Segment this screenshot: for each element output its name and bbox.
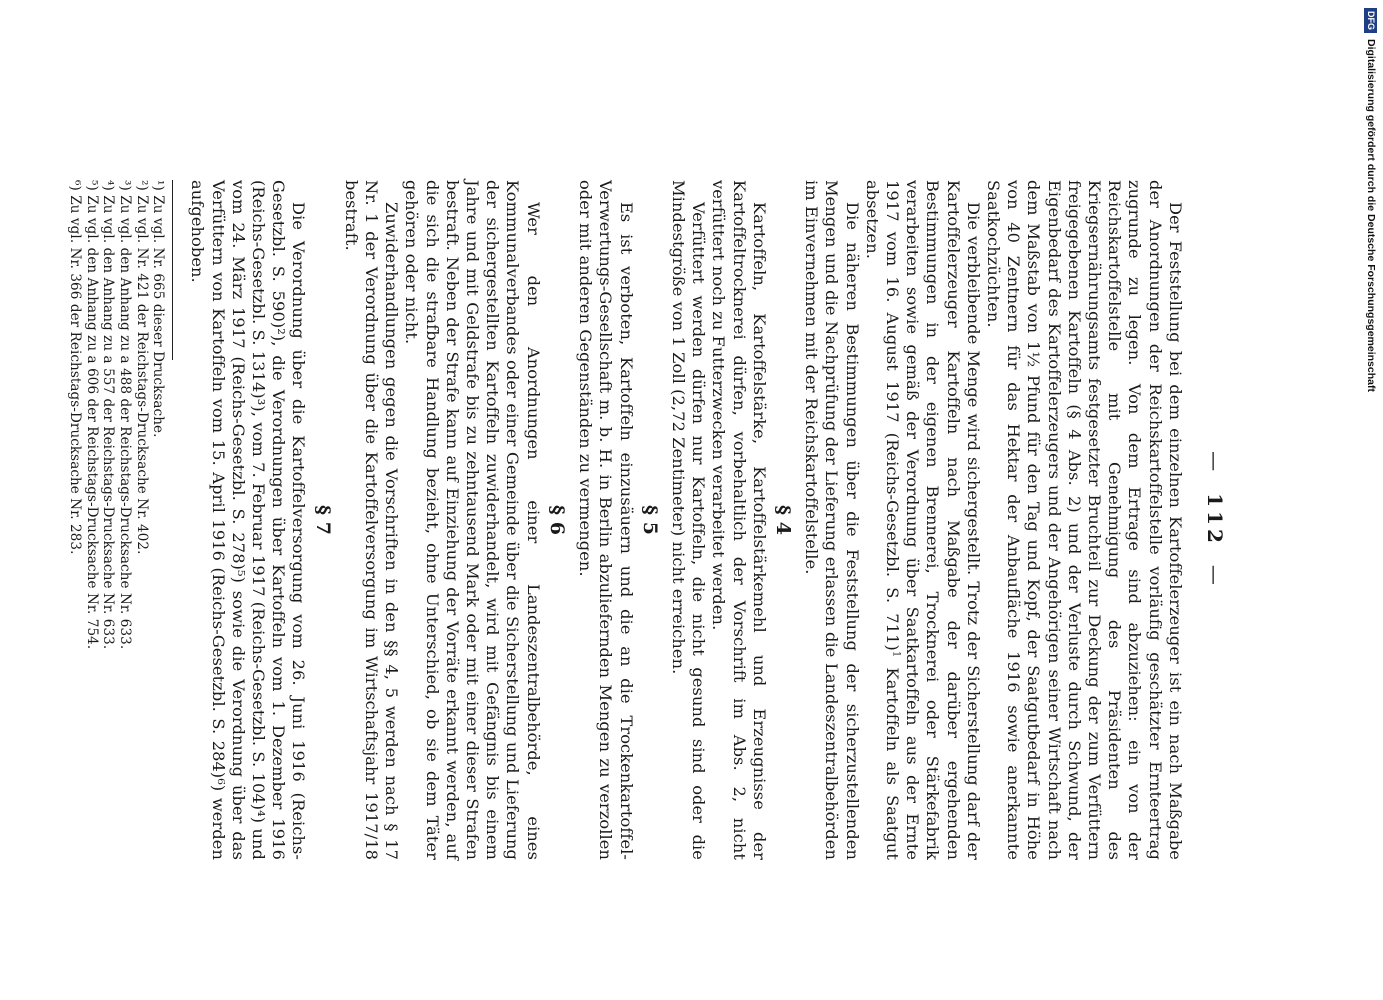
dfg-logo: DFG <box>1365 8 1378 33</box>
footnote-3: ³) Zu vgl. den Anhang zu a 488 der Reichstags-Drucksache Nr. 633. <box>117 180 134 650</box>
section-5-paragraph-1: Es ist verboten, Kartoffeln einzusäuern und die an die Trockenkartoffel-Verwertungs-Gesellschaft m. b. H. in Berlin abzuliefernden Mengen zu verzollen oder mit anderen Gegenständen zu vermengen. <box>576 180 636 860</box>
digitization-credit-text-wrap <box>1362 8 1380 998</box>
header-dash-left: — <box>1203 451 1227 476</box>
section-7-title: § 7 <box>311 504 334 536</box>
footnote-5: ⁵) Zu vgl. den Anhang zu a 606 der Reichstags-Drucksache Nr. 754. <box>83 180 100 650</box>
section-4-title: § 4 <box>771 504 794 536</box>
paragraph-2-text: Die verbleibende Menge wird sichergestellt. Trotz der Sicherstellung darf der Kartoffelerzeuger Kartoffeln nach Maßgabe der darüber ergehenden Bestimmungen in der eigenen Brennerei, Trocknerei oder Stärkefabrik verarbeiten sowie gemäß der Verordnung über Saatkartoffeln aus der Ernte 1917 vom 16. August 1917 (Reichs-Gesetzbl. S. 711) <box>882 180 983 860</box>
footnote-divider <box>172 180 173 360</box>
section-4-paragraph-1: Kartoffeln, Kartoffelstärke, Kartoffelstärkemehl und Erzeugnisse der Kartoffeltrocknerei dürfen, vorbehaltlich der Vorschrift im Abs. 2, nicht verfüttert noch zu Futterzwecken verarbeitet werden. <box>709 180 769 860</box>
document-page <box>67 140 1235 960</box>
section-4-paragraph-2: Verfüttert werden dürfen nur Kartoffeln, die nicht gesund sind oder die Mindestgröße von 1 Zoll (2,72 Zentimeter) nicht erreichen. <box>668 180 709 860</box>
section-5-title: § 5 <box>638 504 661 536</box>
section-6-title: § 6 <box>545 504 568 536</box>
paragraph-3: Die näheren Bestimmungen über die Feststellung der sicherzustellenden Mengen und die Nachprüfung der Lieferung erlassen die Landeszentralbehörden im Einvernehmen mit der Reichskartoffelstelle. <box>802 180 862 860</box>
paragraph-1: Der Feststellung bei dem einzelnen Kartoffelerzeuger ist ein nach Maßgabe der Anordnungen der Reichskartoffelstelle vorläufig geschätzter Ernteertrag zugrunde zu legen. Von dem Ertrage sind abzuziehen: ein von der Reichskartoffelstelle mit Genehmigung des Präsidenten des Kriegsernährungsamts festgesetzter Bruchteil zur Deckung der zum Verfüttern freigegebenen Kartoffeln (§ 4 Abs. 2) und der Verluste durch Schwund, der Eigenbedarf des Kartoffelerzeugers und der Angehörigen seiner Wirtschaft nach dem Maßstab von 1½ Pfund für den Tag und Kopf, der Saatgutbedarf in Höhe von 40 Zentnern für das Hektar der Anbaufläche 1916 sowie anerkannte Saatkochzüchten. <box>983 180 1185 860</box>
rotated-page-content <box>67 140 1235 960</box>
section-6-paragraph-2: Zuwiderhandlungen gegen die Vorschriften in den §§ 4, 5 werden nach § 17 Nr. 1 der Verordnung über die Kartoffelversorgung im Wirtschaftsjahr 1917/18 bestraft. <box>341 180 402 860</box>
page-header <box>1205 180 1225 860</box>
footnote-1: ¹) Zu vgl. Nr. 665 dieser Drucksache. <box>150 180 167 438</box>
digitization-credit <box>1362 8 1380 998</box>
page-number: 112 <box>1203 493 1227 547</box>
footnote-marker: 1 <box>890 650 902 658</box>
paragraph-2 <box>862 180 983 860</box>
footnote-6: ⁶) Zu vgl. Nr. 366 der Reichstags-Drucksache Nr. 283. <box>67 180 84 555</box>
page-text <box>67 180 1235 860</box>
footnote-2: ²) Zu vgl. Nr. 421 der Reichstags-Drucksache Nr. 402. <box>133 180 150 555</box>
footnote-4: ⁴) Zu vgl. den Anhang zu a 557 der Reichstags-Drucksache Nr. 633. <box>100 180 117 650</box>
digitization-credit-text: Digitalisierung gefördert durch die Deutsche Forschungsgemeinschaft <box>1365 39 1377 392</box>
paragraph-2-end: Kartoffeln als Saatgut absetzen. <box>862 180 902 860</box>
footnotes <box>67 180 167 860</box>
header-dash-right: — <box>1203 564 1227 589</box>
section-6-paragraph-1: Wer den Anordnungen einer Landeszentralbehörde, eines Kommunalverbandes oder einer Gemeinde über die Sicherstellung und Lieferung der sichergestellten Kartoffeln zuwiderhandelt, wird mit Gefängnis bis einem Jahre und mit Geldstrafe bis zu zehntausend Mark oder mit einer dieser Strafen bestraft. Neben der Strafe kann auf Einziehung der Vorräte erkannt werden, auf die sich die strafbare Handlung bezieht, ohne Unterschied, ob sie dem Täter gehören oder nicht. <box>402 180 543 860</box>
section-7-paragraph-1: Die Verordnung über die Kartoffelversorgung vom 26. Juni 1916 (Reichs-Gesetzbl. S. 590)²), die Verordnungen über Kartoffeln vom 1. Dezember 1916 (Reichs-Gesetzbl. S. 1314)³), vom 7. Februar 1917 (Reichs-Gesetzbl. S. 104)⁴) und vom 24. März 1917 (Reichs-Gesetzbl. S. 278)⁵) sowie die Verordnung über das Verfüttern von Kartoffeln vom 15. April 1916 (Reichs-Gesetzbl. S. 284)⁶) werden aufgehoben. <box>188 180 309 860</box>
